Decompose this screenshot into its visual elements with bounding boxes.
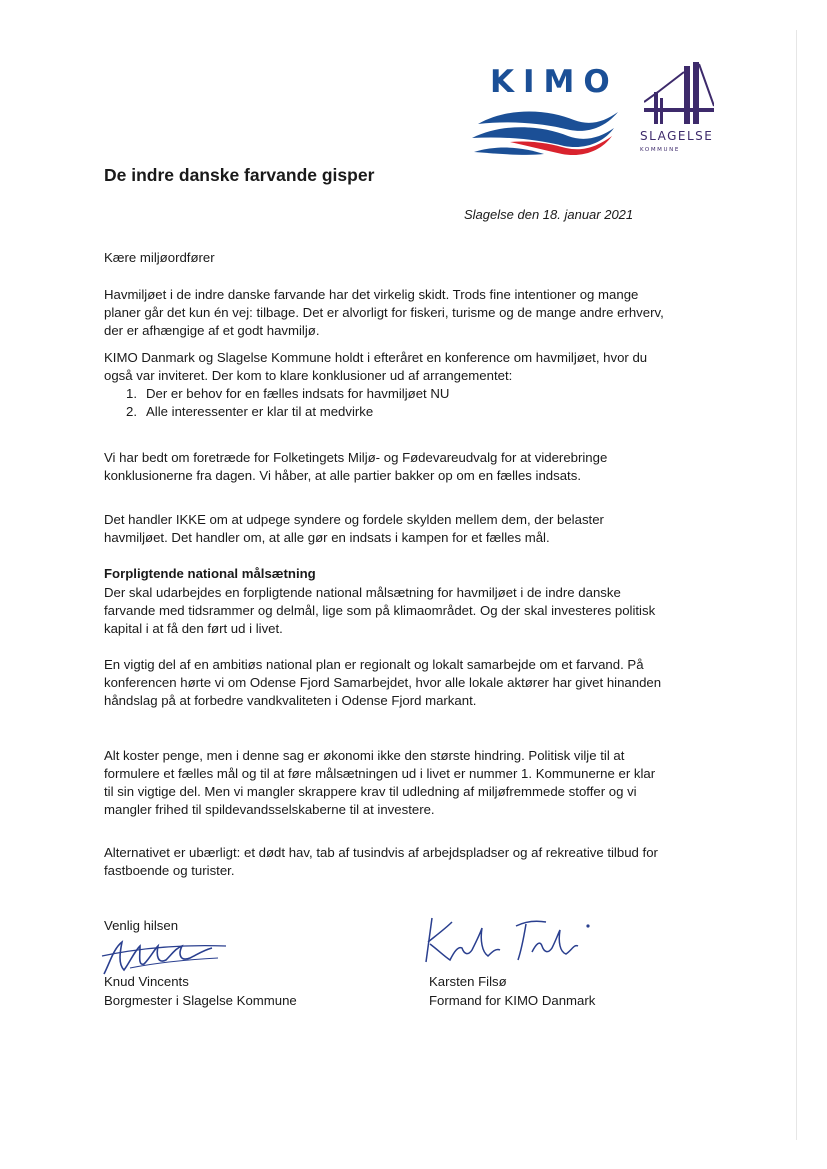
letter-title: De indre danske farvande gisper [104, 165, 375, 185]
paragraph-8: Alternativet er ubærligt: et dødt hav, tab af tusindvis af arbejdspladser og af rekreative tilbud for fastboende og turister. [104, 845, 658, 878]
list-number: 2. [126, 404, 137, 419]
paragraph-5: Der skal udarbejdes en forpligtende national målsætning for havmiljøet i de indre danske farvande med tidsrammer og delmål, lige som på klimaområdet. Og der skal investeres politisk kapital i at få den ført ud i livet. [104, 585, 656, 636]
signature-karsten-filso [420, 912, 600, 968]
conclusions-list [126, 385, 449, 421]
kimo-logo-text: KIMO [490, 64, 619, 100]
list-item [126, 403, 449, 421]
paragraph-4: Det handler IKKE om at udpege syndere og fordele skylden mellem dem, der belaster havmiljøet. Det handler om, at alle gør en indsats i kampen for et fælles mål. [104, 512, 604, 545]
bridge-icon [644, 62, 714, 124]
signatory-name: Karsten Filsø [429, 974, 507, 989]
closing: Venlig hilsen [104, 918, 179, 933]
signatory-block [429, 972, 595, 1010]
signatory-title: Borgmester i Slagelse Kommune [104, 993, 297, 1008]
paragraph-1: Havmiljøet i de indre danske farvande har det virkelig skidt. Trods fine intentioner og mange planer går det kun én vej: tilbage. Det er alvorligt for fiskeri, turisme og de mange andre erhverv, der er afhængige af et godt havmiljø. [104, 287, 664, 338]
list-number: 1. [126, 386, 137, 401]
signatory-block [104, 972, 297, 1010]
paragraph-6: En vigtig del af en ambitiøs national plan er regionalt og lokalt samarbejde om et farvand. På konferencen hørte vi om Odense Fjord Samarbejdet, hvor alle lokale aktører har givet hinanden håndslag på at forbedre vandkvaliteten i Odense Fjord markant. [104, 657, 662, 708]
slagelse-logo-subtext: KOMMUNE [640, 147, 680, 153]
list-text: Alle interessenter er klar til at medvirke [146, 404, 374, 419]
paragraph-3: Vi har bedt om foretræde for Folketingets Miljø- og Fødevareudvalg for at viderebringe konklusionerne fra dagen. Vi håber, at alle partier bakker op om en fælles indsats. [104, 450, 608, 483]
greeting: Kære miljøordfører [104, 250, 215, 265]
dateline: Slagelse den 18. januar 2021 [464, 207, 634, 222]
kimo-waves-icon [470, 108, 620, 160]
slagelse-logo-text: SLAGELSE [640, 129, 714, 143]
scan-edge-line [796, 30, 797, 1140]
section-heading: Forpligtende national målsætning [104, 566, 316, 581]
kimo-logo [470, 64, 620, 160]
paragraph-2: KIMO Danmark og Slagelse Kommune holdt i efteråret en konference om havmiljøet, hvor du også var inviteret. Der kom to klare konklusioner ud af arrangementet: [104, 350, 648, 383]
list-text: Der er behov for en fælles indsats for havmiljøet NU [146, 386, 450, 401]
slagelse-logo [636, 62, 726, 162]
paragraph-7: Alt koster penge, men i denne sag er økonomi ikke den største hindring. Politisk vilje til at formulere et fælles mål og til at føre målsætningen ud i livet er nummer 1. Kommunerne er klar til sin vigtige del. Men vi mangler skrappere krav til udledning af miljøfremmede stoffer og vi mangler frihed til spildevandsselskaberne til at investere. [104, 748, 656, 817]
signatory-name: Knud Vincents [104, 974, 189, 989]
list-item [126, 385, 449, 403]
signatory-title: Formand for KIMO Danmark [429, 993, 596, 1008]
